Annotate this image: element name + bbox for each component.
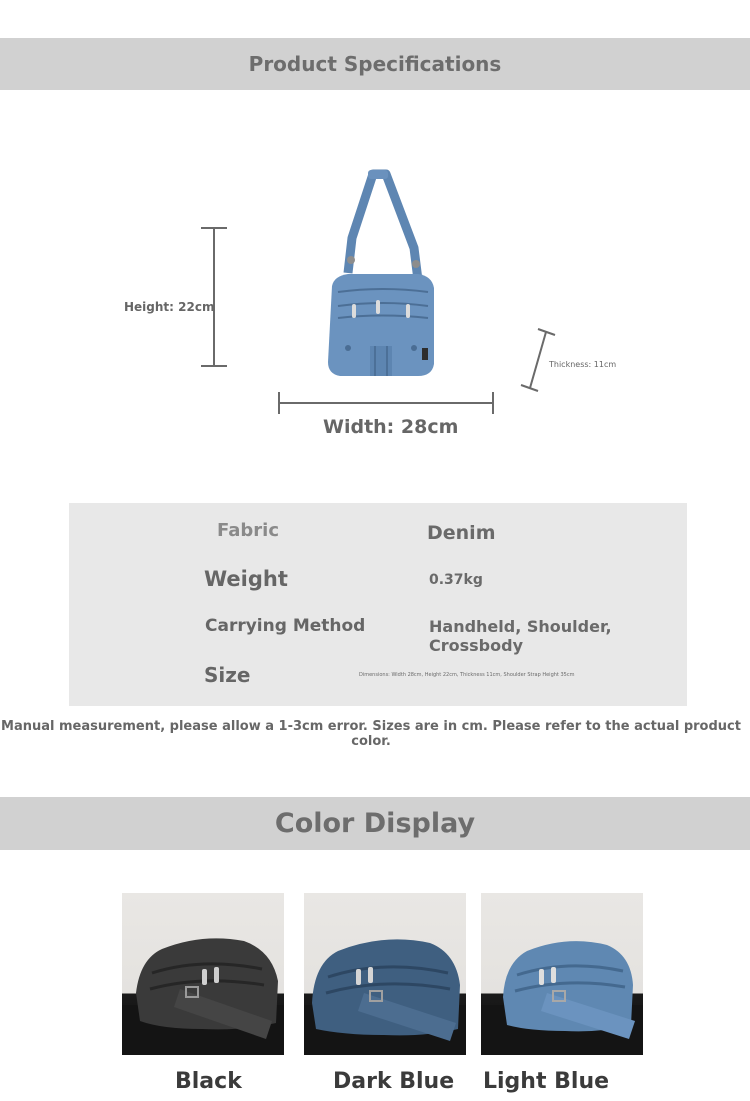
spec-table	[69, 503, 687, 706]
width-marker-line	[278, 402, 494, 404]
section-banner-color-display	[0, 797, 750, 850]
bag-photo-light-blue	[481, 893, 643, 1055]
color-option-light-blue-label[interactable]: Light Blue	[483, 1069, 610, 1094]
spec-value-weight: 0.37kg	[429, 572, 483, 588]
color-option-dark-blue-image[interactable]	[304, 893, 466, 1055]
height-label: Height: 22cm	[124, 300, 215, 314]
color-option-black-label[interactable]: Black	[175, 1069, 242, 1094]
thickness-label: Thickness: 11cm	[549, 360, 617, 369]
width-marker-right	[492, 392, 494, 414]
spec-value-carrying-method: Handheld, Shoulder, Crossbody	[429, 617, 612, 655]
spec-key-weight: Weight	[204, 567, 288, 591]
height-marker-line	[213, 227, 215, 367]
bag-photo-dark-blue	[304, 893, 466, 1055]
section-title: Color Display	[274, 808, 476, 839]
spec-value-size: Dimensions: Width 28cm, Height 22cm, Thickness 11cm, Shoulder Strap Height 35cm	[359, 672, 575, 678]
bag-photo-black	[122, 893, 284, 1055]
section-banner-specifications	[0, 38, 750, 90]
color-option-black-image[interactable]	[122, 893, 284, 1055]
color-option-light-blue-image[interactable]	[481, 893, 643, 1055]
width-label: Width: 28cm	[323, 416, 459, 438]
height-marker-bottom	[201, 365, 227, 367]
spec-key-size: Size	[204, 663, 251, 687]
product-image-bag	[318, 168, 448, 383]
spec-value-fabric: Denim	[427, 522, 496, 544]
spec-key-carrying-method: Carrying Method	[205, 616, 366, 636]
spec-key-fabric: Fabric	[217, 520, 279, 541]
color-option-dark-blue-label[interactable]: Dark Blue	[333, 1069, 455, 1094]
measurement-note: Manual measurement, please allow a 1-3cm error. Sizes are in cm. Please refer to the actual product color.	[1, 719, 741, 749]
section-title: Product Specifications	[248, 52, 502, 76]
